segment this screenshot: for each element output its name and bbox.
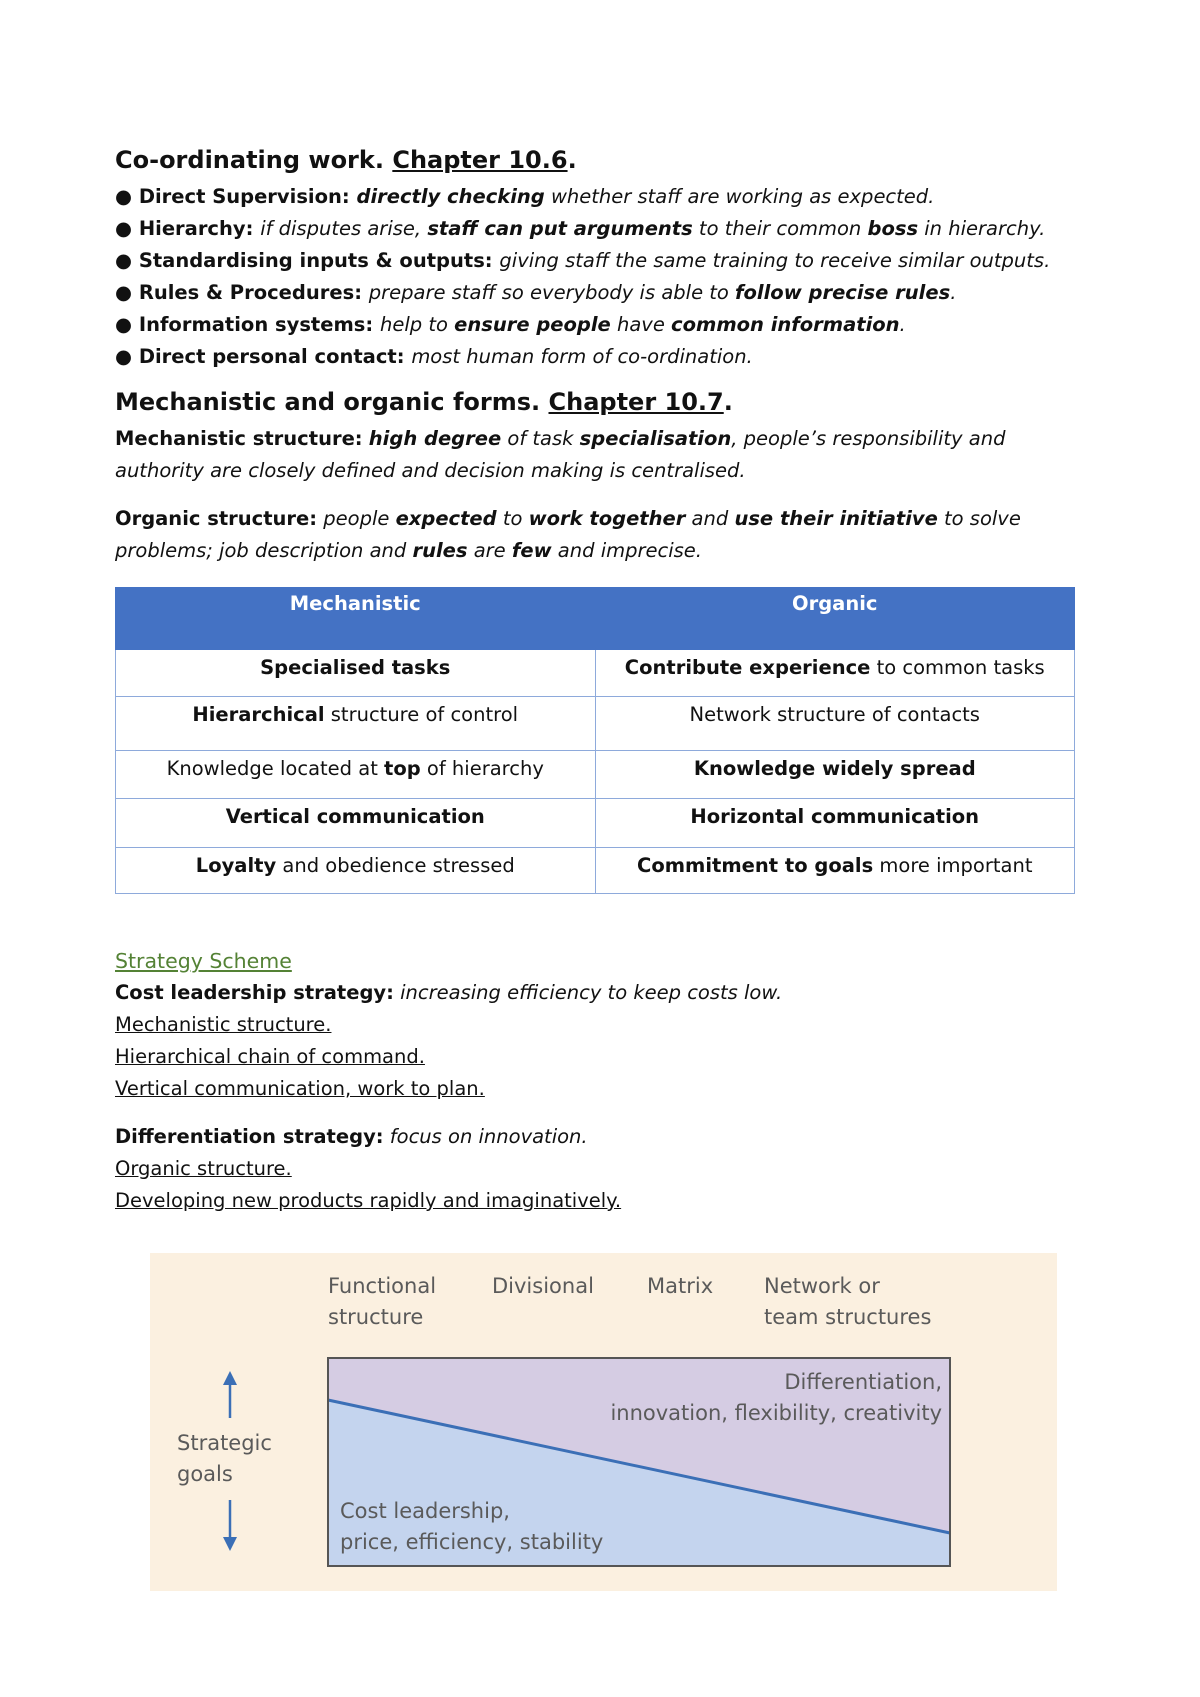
bullet-icon: ● [115,217,139,240]
bullet-label: Direct Supervision: [138,185,357,208]
text-run: Network structure of contacts [689,703,980,726]
text-run: to their common [692,217,868,240]
differentiation-line [115,1121,1095,1153]
text-run: specialisation [579,427,732,450]
cell-mechanistic [116,799,596,848]
text-run: common information [671,313,900,336]
coordination-bullet [115,277,1095,309]
text-run: of hierarchy [420,757,544,780]
label-strategic-goals: Strategic goals [177,1431,272,1486]
text-run: . [950,281,957,304]
text-run: most human form of co-ordination. [411,345,753,368]
text-run: Contribute experience [624,656,871,679]
text-run: giving staff the same training to receive similar outputs. [499,249,1051,272]
cell-mechanistic [116,650,596,697]
text-run: follow precise rules [735,281,951,304]
table-row [116,799,1075,848]
label-cost-leadership: Cost leadership, price, efficiency, stability [340,1499,604,1554]
label-matrix: Matrix [647,1274,714,1298]
text-run: directly checking [356,185,545,208]
text-run: rules [412,539,468,562]
cost-leadership-text: increasing efficiency to keep costs low. [400,981,783,1004]
text-run: people [323,507,396,530]
diff-line-2: Developing new products rapidly and imaginatively. [115,1189,622,1212]
cell-organic [595,650,1075,697]
cell-organic [595,751,1075,799]
table-row [116,848,1075,894]
forms-title: Mechanistic and organic forms. [115,388,541,416]
label-network-team: Network or team structures [764,1274,932,1329]
mechanistic-vs-organic-table [115,587,1075,894]
heading-period: . [567,146,577,174]
text-run: are [467,539,512,562]
bullet-label: Hierarchy: [138,217,261,240]
text-run: of task [501,427,580,450]
chapter-10-7-link[interactable]: Chapter 10.7 [548,388,724,416]
text-run: have [610,313,672,336]
coordination-bullet [115,309,1095,341]
text-run: use their initiative [734,507,938,530]
strategy-section [115,945,1095,1217]
text-run: Knowledge located at [166,757,385,780]
table-header-row [116,588,1075,650]
mechanistic-structure-label: Mechanistic structure: [115,427,363,450]
text-run: boss [867,217,919,240]
mechanistic-structure-paragraph [115,423,1095,487]
cell-mechanistic [116,751,596,799]
text-run: in hierarchy. [918,217,1046,240]
text-run: more important [873,854,1033,877]
bullet-icon: ● [115,313,139,336]
text-run: to [496,507,529,530]
coordination-bullet [115,245,1095,277]
bullet-icon: ● [115,281,139,304]
strategy-structure-diagram [150,1253,1057,1591]
text-run: , people’s responsibility and authority are closely defined and decision making is centralised. [115,427,1006,482]
text-run: Commitment to goals [637,854,874,877]
axis-up-arrow-icon [223,1371,237,1418]
text-run: if disputes arise, [260,217,428,240]
table-row [116,650,1075,697]
text-run: top [384,757,421,780]
coordinating-section [115,145,1095,567]
axis-down-arrow-icon [223,1500,237,1551]
text-run: help to [379,313,455,336]
cell-organic [595,799,1075,848]
cell-mechanistic [116,848,596,894]
text-run: Horizontal communication [690,805,980,828]
bullet-icon: ● [115,345,139,368]
text-run: ensure people [454,313,611,336]
cost-line-1: Mechanistic structure. [115,1013,332,1036]
text-run: staff can put arguments [427,217,693,240]
coordination-bullet [115,213,1095,245]
text-run: . [899,313,906,336]
text-run: to solve problems; job description and [115,507,1021,562]
strategy-scheme-link[interactable]: Strategy Scheme [115,949,292,973]
table-row [116,751,1075,799]
header-mechanistic: Mechanistic [116,588,596,650]
header-organic: Organic [595,588,1075,650]
label-divisional: Divisional [492,1274,594,1298]
differentiation-text: focus on innovation. [389,1125,588,1148]
text-run: structure of control [324,703,519,726]
organic-structure-label: Organic structure: [115,507,318,530]
text-run: high degree [368,427,502,450]
cost-leadership-label: Cost leadership strategy: [115,981,394,1004]
text-run: Specialised tasks [260,656,451,679]
cost-line-2: Hierarchical chain of command. [115,1045,425,1068]
cost-leadership-line [115,977,1095,1009]
chapter-10-6-link[interactable]: Chapter 10.6 [392,146,568,174]
label-differentiation: Differentiation, innovation, flexibility, creativity [610,1370,942,1425]
coordination-bullet-list [115,181,1095,373]
organic-structure-paragraph [115,503,1095,567]
text-run: Vertical communication [225,805,485,828]
cell-mechanistic [116,697,596,751]
coordination-bullet [115,341,1095,373]
table-body [116,650,1075,894]
coordinating-heading [115,145,1095,175]
cell-organic [595,848,1075,894]
coordination-bullet [115,181,1095,213]
bullet-icon: ● [115,185,139,208]
text-run: Hierarchical [192,703,325,726]
text-run: Loyalty [195,854,277,877]
text-run: whether staff are working as expected. [544,185,935,208]
text-run: and obedience stressed [276,854,515,877]
bullet-label: Information systems: [138,313,380,336]
diff-line-1: Organic structure. [115,1157,292,1180]
bullet-label: Rules & Procedures: [138,281,369,304]
text-run: to common tasks [870,656,1045,679]
text-run: prepare staff so everybody is able to [368,281,736,304]
text-run: and [685,507,735,530]
text-run: few [511,539,552,562]
text-run: work together [528,507,686,530]
cost-line-3: Vertical communication, work to plan. [115,1077,485,1100]
heading-period: . [723,388,733,416]
bullet-label: Direct personal contact: [138,345,412,368]
table-row [116,697,1075,751]
cell-organic [595,697,1075,751]
label-functional-structure: Functional structure [328,1274,437,1329]
text-run: expected [395,507,497,530]
text-run: Knowledge widely spread [693,757,976,780]
text-run: and imprecise. [551,539,702,562]
differentiation-label: Differentiation strategy: [115,1125,384,1148]
forms-heading [115,387,1095,417]
bullet-icon: ● [115,249,139,272]
bullet-label: Standardising inputs & outputs: [138,249,500,272]
coordinating-title: Co-ordinating work. [115,146,384,174]
